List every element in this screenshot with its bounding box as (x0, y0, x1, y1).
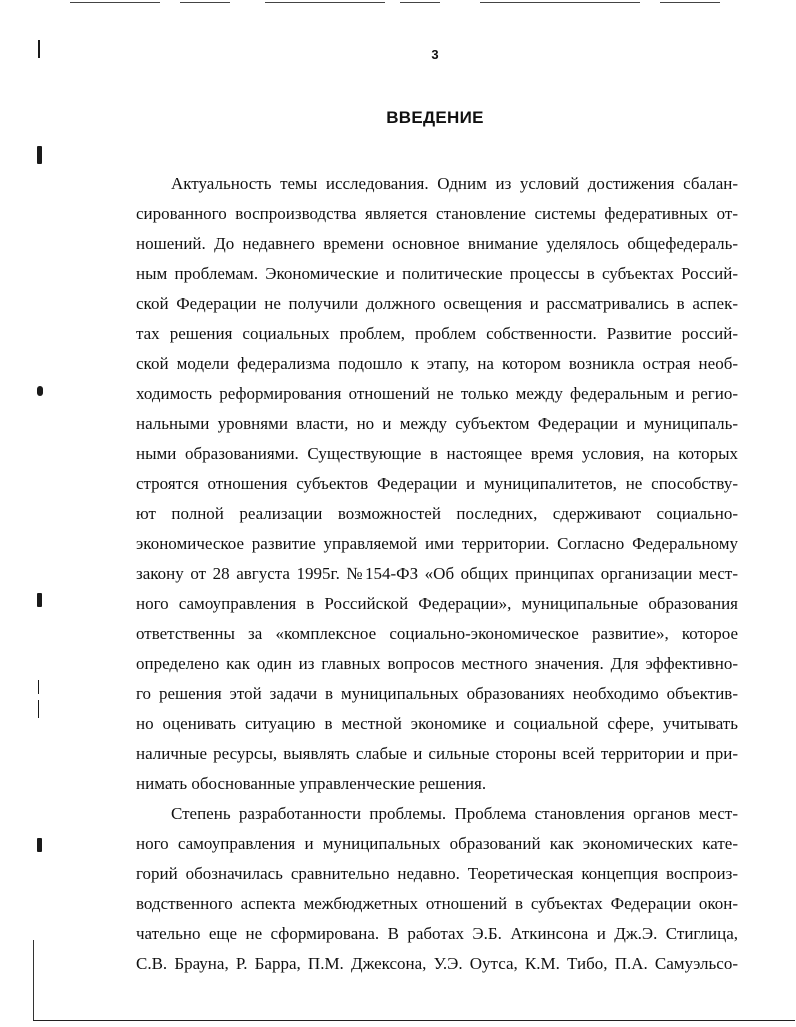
text-line: С.В. Брауна, Р. Барра, П.М. Джексона, У.Э. Оутса, К.М. Тибо, П.А. Самуэльсо- (136, 954, 738, 973)
scan-artifact-top-line (660, 2, 720, 3)
scan-artifact-bottom-line (33, 1020, 795, 1021)
text-line: экономическое развитие управляемой ими территории. Согласно Федеральному (136, 534, 738, 553)
scan-artifact-top-line (480, 2, 640, 3)
text-line: наличные ресурсы, выявлять слабые и сильные стороны всей территории и при- (136, 744, 738, 763)
text-line: нальными уровнями власти, но и между субъектом Федерации и муниципаль- (136, 414, 738, 433)
text-line: ного самоуправления и муниципальных образований как экономических кате- (136, 834, 738, 853)
scan-artifact-left-mark (38, 680, 39, 694)
text-line: ответственны за «комплексное социально-экономическое развитие», которое (136, 624, 738, 643)
section-heading: ВВЕДЕНИЕ (386, 108, 484, 127)
scan-artifact-top-line (70, 2, 160, 3)
text-line: нимать обоснованные управленческие решения. (136, 774, 487, 793)
text-line: ными образованиями. Существующие в настоящее время условия, на которых (136, 444, 738, 463)
text-line: ют полной реализации возможностей последних, сдерживают социально- (136, 504, 738, 523)
text-line: сированного воспроизводства является становление системы федеративных от- (136, 204, 738, 223)
text-line: закону от 28 августа 1995г. №154-ФЗ «Об общих принципах организации мест- (136, 564, 738, 583)
text-line: ного самоуправления в Российской Федерации», муниципальные образования (136, 594, 738, 613)
scan-artifact-left-mark (37, 146, 42, 164)
scan-artifact-left-mark (38, 700, 39, 718)
text-line: чательно еще не сформирована. В работах Э.Б. Аткинсона и Дж.Э. Стиглица, (136, 924, 738, 943)
scan-artifact-left-bar (33, 940, 34, 1020)
text-line: ской модели федерализма подошло к этапу, на котором возникла острая необ- (136, 354, 738, 373)
scan-artifact-left-mark (37, 386, 43, 396)
text-line: водственного аспекта межбюджетных отношений в субъектах Федерации окон- (136, 894, 738, 913)
text-line: но оценивать ситуацию в местной экономике и социальной сфере, учитывать (136, 714, 738, 733)
scan-artifact-left-mark (37, 593, 42, 607)
text-line: Актуальность темы исследования. Одним из условий достижения сбалан- (171, 174, 738, 193)
text-line: горий обозначилась сравнительно недавно. Теоретическая концепция воспроиз- (136, 864, 738, 883)
text-line: определено как один из главных вопросов местного значения. Для эффективно- (136, 654, 738, 673)
scan-artifact-top-line (400, 2, 440, 3)
text-line: строятся отношения субъектов Федерации и муниципалитетов, не способству- (136, 474, 738, 493)
scan-artifact-left-mark (37, 838, 42, 852)
scan-artifact-top-line (265, 2, 385, 3)
page-number: 3 (431, 47, 439, 62)
scan-artifact-top-line (180, 2, 230, 3)
text-line: ношений. До недавнего времени основное внимание уделялось общефедераль- (136, 234, 738, 253)
text-line: го решения этой задачи в муниципальных образованиях необходимо объектив- (136, 684, 738, 703)
text-line: Степень разработанности проблемы. Проблема становления органов мест- (171, 804, 738, 823)
scan-artifact-left-mark (38, 40, 40, 58)
text-line: тах решения социальных проблем, проблем собственности. Развитие россий- (136, 324, 738, 343)
text-line: ходимость реформирования отношений не только между федеральным и регио- (136, 384, 738, 403)
text-line: ным проблемам. Экономические и политические процессы в субъектах Россий- (136, 264, 738, 283)
text-line: ской Федерации не получили должного освещения и рассматривались в аспек- (136, 294, 738, 313)
